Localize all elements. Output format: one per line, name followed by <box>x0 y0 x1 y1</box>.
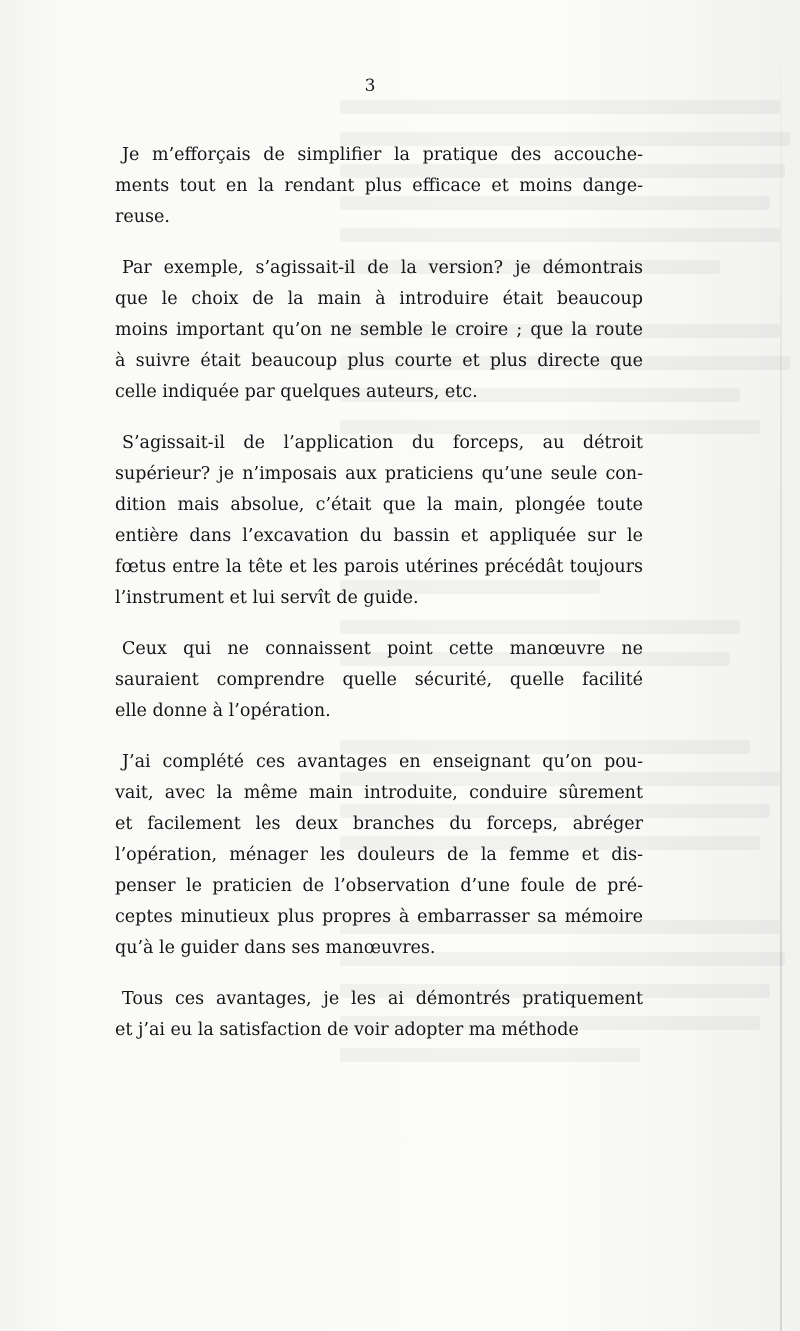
paragraph <box>115 253 643 408</box>
text-line: que le choix de la main à introduire était beaucoup <box>115 289 643 309</box>
body-text <box>115 140 643 1066</box>
text-line: Je m’efforçais de simplifier la pratique des accouche- <box>122 145 643 165</box>
text-line: supérieur? je n’imposais aux praticiens qu’une seule con- <box>115 464 643 484</box>
paragraph <box>115 747 643 964</box>
text-line: Par exemple, s’agissait-il de la version? je démontrais <box>122 258 643 278</box>
text-line: reuse. <box>115 207 170 227</box>
page-spine-shadow <box>780 0 782 1331</box>
paragraph <box>115 428 643 614</box>
text-line: Ceux qui ne connaissent point cette manœuvre ne <box>122 639 643 659</box>
text-line: celle indiquée par quelques auteurs, etc. <box>115 382 478 402</box>
text-line: penser le praticien de l’observation d’une foule de pré- <box>115 876 643 896</box>
paragraph <box>115 984 643 1046</box>
text-line: entière dans l’excavation du bassin et appliquée sur le <box>115 526 643 546</box>
text-line: et facilement les deux branches du forceps, abréger <box>115 814 643 834</box>
text-line: à suivre était beaucoup plus courte et plus directe que <box>115 351 643 371</box>
text-line: ments tout en la rendant plus efficace et moins dange- <box>115 176 643 196</box>
paragraph <box>115 634 643 727</box>
text-line: et j’ai eu la satisfaction de voir adopter ma méthode <box>115 1020 579 1040</box>
text-line: dition mais absolue, c’était que la main, plongée toute <box>115 495 643 515</box>
text-line: l’opération, ménager les douleurs de la femme et dis- <box>115 845 643 865</box>
page-number: 3 <box>364 76 376 96</box>
text-line: J’ai complété ces avantages en enseignant qu’on pou- <box>122 752 643 772</box>
text-line: Tous ces avantages, je les ai démontrés pratiquement <box>122 989 643 1009</box>
text-line: vait, avec la même main introduite, conduire sûrement <box>115 783 643 803</box>
text-line: qu’à le guider dans ses manœuvres. <box>115 938 436 958</box>
text-line: l’instrument et lui servît de guide. <box>115 588 419 608</box>
paragraph <box>115 140 643 233</box>
text-line: moins important qu’on ne semble le croire ; que la route <box>115 320 643 340</box>
text-line: fœtus entre la tête et les parois utérines précédât toujours <box>115 557 643 577</box>
text-line: S’agissait-il de l’application du forceps, au détroit <box>122 433 643 453</box>
text-line: elle donne à l’opération. <box>115 701 331 721</box>
text-line: ceptes minutieux plus propres à embarrasser sa mémoire <box>115 907 643 927</box>
text-line: sauraient comprendre quelle sécurité, quelle facilité <box>115 670 643 690</box>
